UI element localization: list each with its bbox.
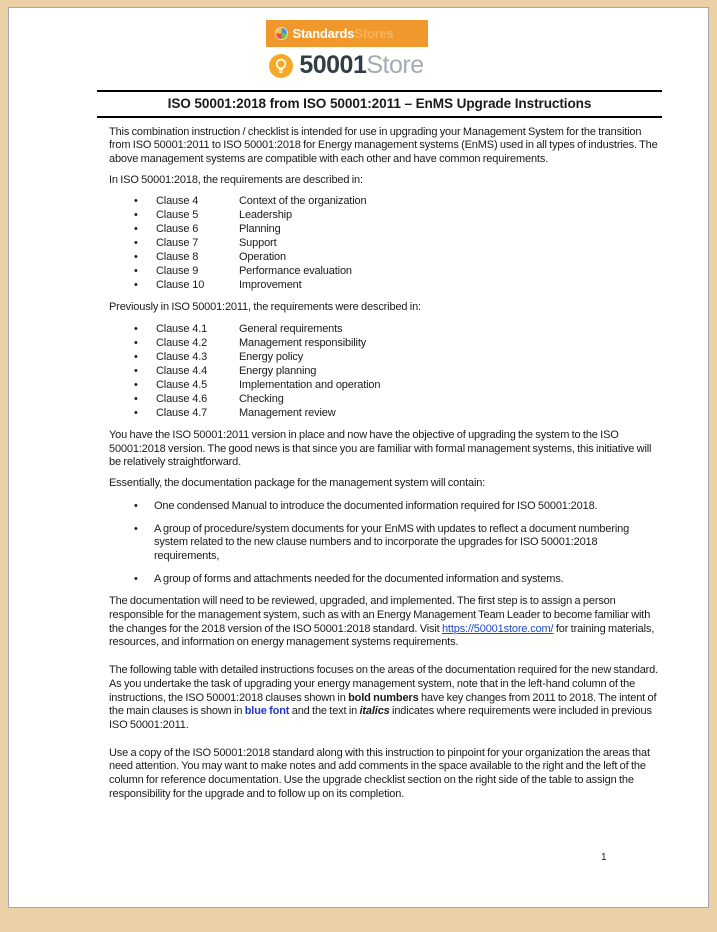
list-item	[109, 350, 662, 364]
package-item-text: A group of procedure/system documents for your EnMS with updates to reflect a document numbering system related to the new clause numbers and to incorporate the upgrades for ISO 50001:2018 requirements,	[154, 522, 630, 562]
bold-numbers-sample: bold numbers	[348, 691, 419, 704]
banner-brand-text: Standards	[292, 26, 355, 41]
store-link[interactable]: https://50001store.com/	[441, 622, 554, 635]
paragraph-intro: This combination instruction / checklist is intended for use in upgrading your Management System for the transition from ISO 50001:2011 to ISO 50001:2018 for Energy management systems (EnMS) used in all types of industries. The above management systems are compatible with each other and have common requirements.	[109, 125, 658, 165]
list-item	[109, 336, 662, 350]
package-list	[109, 500, 662, 587]
bullet-icon: •	[134, 323, 138, 336]
clause-number: Clause 4.3	[156, 351, 208, 364]
clause-number: Clause 4.4	[156, 365, 208, 378]
bullet-icon: •	[134, 379, 138, 392]
table-info-part3: and the text in	[289, 705, 360, 718]
page-number: 1	[601, 852, 607, 863]
standards-stores-circle-icon	[275, 27, 288, 40]
standards-stores-banner	[266, 20, 428, 47]
review-text-before-link: The documentation will need to be reviewed, upgraded, and implemented. The first step is to assign a person responsible for the management system, such as with an Energy Management Team Leader to become familiar with the changes for the 2018 version of the ISO 50001:2018 standard. Visit	[109, 595, 651, 635]
list-item	[109, 523, 662, 564]
lightbulb-icon	[269, 54, 293, 78]
list-item	[109, 364, 662, 378]
table-info-part2: have key changes from 2011 to 2018. The intent of the main clauses is shown in	[109, 691, 657, 718]
table-info-part4: indicates where requirements were included in previous ISO 50001:2011.	[109, 705, 652, 731]
logo-store-text: Store	[366, 51, 424, 79]
bullet-icon: •	[134, 223, 138, 236]
bullet-icon: •	[134, 351, 138, 364]
clause-number: Clause 9	[156, 265, 199, 278]
list-item	[109, 392, 662, 406]
bullet-icon: •	[134, 337, 138, 350]
paragraph-package-intro: Essentially, the documentation package for the management system will contain:	[109, 477, 486, 490]
review-text-after-link: for training materials, resources, and information on energy management systems requirements.	[109, 622, 655, 649]
clause-title: Implementation and operation	[239, 379, 381, 392]
clause-number: Clause 10	[156, 279, 205, 292]
clause-number: Clause 8	[156, 251, 199, 264]
bullet-icon: •	[134, 237, 138, 250]
bullet-icon: •	[134, 522, 138, 535]
list-item	[109, 406, 662, 420]
clause-title: Leadership	[239, 209, 292, 222]
clause-title: Context of the organization	[239, 195, 367, 208]
clause-title: Energy policy	[239, 351, 304, 364]
bullet-icon: •	[134, 393, 138, 406]
package-item-text: A group of forms and attachments needed for the documented information and systems.	[154, 572, 564, 585]
clause-title: Management review	[239, 407, 336, 420]
clause-number: Clause 6	[156, 223, 199, 236]
list-item	[109, 194, 662, 208]
package-item-text: One condensed Manual to introduce the documented information required for ISO 50001:2018.	[154, 499, 598, 512]
bullet-icon: •	[134, 499, 138, 512]
document-page	[8, 7, 709, 908]
blue-font-sample: blue font	[244, 705, 290, 718]
bullet-icon: •	[134, 572, 138, 585]
list-item	[109, 208, 662, 222]
clause-number: Clause 4.6	[156, 393, 208, 406]
paragraph-review	[109, 595, 662, 650]
clause-list-2018	[109, 194, 662, 292]
clause-title: General requirements	[239, 323, 343, 336]
clause-title: Support	[239, 237, 277, 250]
italics-sample: italics	[359, 705, 390, 718]
page-title: ISO 50001:2018 from ISO 50001:2011 – EnMS Upgrade Instructions	[97, 90, 662, 118]
logo-number-text: 50001	[299, 51, 367, 79]
clause-title: Performance evaluation	[239, 265, 352, 278]
clause-number: Clause 4	[156, 195, 199, 208]
clause-number: Clause 7	[156, 237, 199, 250]
list-item	[109, 278, 662, 292]
paragraph-upgrade-objective: You have the ISO 50001:2011 version in place and now have the objective of upgrading the system to the ISO 50001:2018 version. The good news is that since you are familiar with formal management systems, this initiative will be relatively straightforward.	[109, 429, 652, 469]
paragraph-described-2018: In ISO 50001:2018, the requirements are described in:	[109, 173, 363, 186]
clause-number: Clause 4.5	[156, 379, 208, 392]
clause-list-2011	[109, 322, 662, 420]
paragraph-use-copy: Use a copy of the ISO 50001:2018 standard along with this instruction to pinpoint for your organization the areas that need attention. You may want to make notes and add comments in the space available to the right and the left of the column for reference documentation. Use the upgrade checklist section on the right side of the table to assign the responsibility for the upgrade and to follow up on its completion.	[109, 746, 650, 800]
clause-number: Clause 4.7	[156, 407, 208, 420]
bullet-icon: •	[134, 407, 138, 420]
clause-title: Planning	[239, 223, 281, 236]
clause-title: Checking	[239, 393, 284, 406]
clause-title: Energy planning	[239, 365, 317, 378]
table-info-part1: The following table with detailed instructions focuses on the areas of the documentation required for the new standard. As you undertake the task of upgrading your energy management system, note that in the left-hand column of the instructions, the ISO 50001:2018 clauses shown in	[109, 664, 659, 704]
list-item	[109, 322, 662, 336]
paragraph-table-info	[109, 664, 662, 733]
clause-number: Clause 4.1	[156, 323, 208, 336]
clause-number: Clause 4.2	[156, 337, 208, 350]
list-item	[109, 236, 662, 250]
paragraph-described-2011: Previously in ISO 50001:2011, the requirements were described in:	[109, 301, 421, 314]
clause-title: Operation	[239, 251, 286, 264]
list-item	[109, 264, 662, 278]
bullet-icon: •	[134, 195, 138, 208]
banner-brand-suffix-text: Stores	[354, 26, 394, 41]
bullet-icon: •	[134, 209, 138, 222]
clause-title: Improvement	[239, 279, 302, 292]
bullet-icon: •	[134, 251, 138, 264]
document-header	[8, 8, 696, 83]
clause-number: Clause 5	[156, 209, 199, 222]
bullet-icon: •	[134, 279, 138, 292]
list-item	[109, 573, 662, 587]
store-logo	[269, 51, 423, 80]
bullet-icon: •	[134, 365, 138, 378]
bullet-icon: •	[134, 265, 138, 278]
list-item	[109, 378, 662, 392]
list-item	[109, 250, 662, 264]
list-item	[109, 500, 662, 514]
list-item	[109, 222, 662, 236]
clause-title: Management responsibility	[239, 337, 367, 350]
document-body	[9, 90, 708, 802]
